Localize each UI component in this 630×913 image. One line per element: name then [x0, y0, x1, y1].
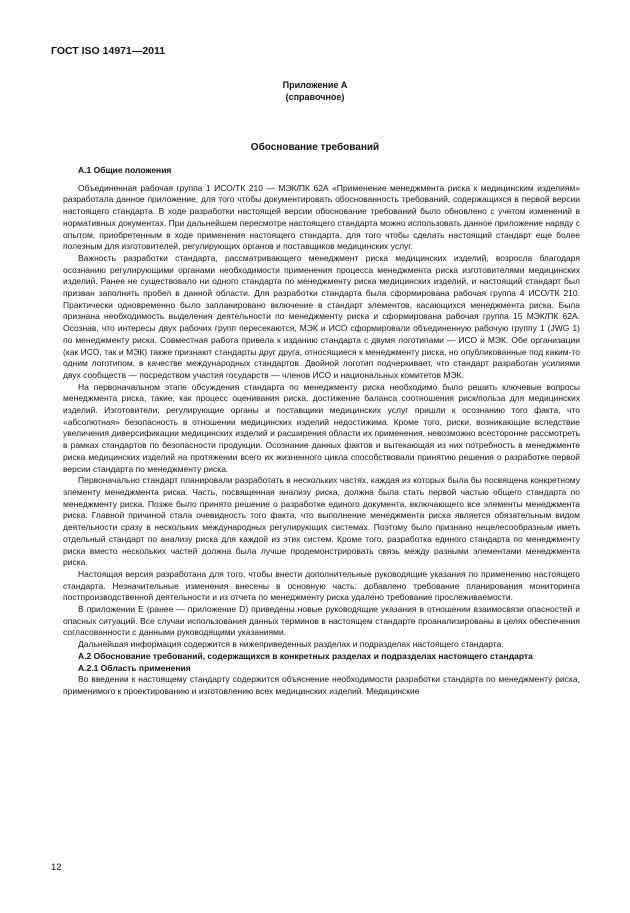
paragraph: Важность разработки стандарта, рассматривающего менеджмент риска медицинских изделий, возросла благодаря осознанию регулирующими органами необходимости применения процесса менеджмента риска изготовителями медицинских изделий. Ранее не существовало ни одного стандарта по менеджменту риска медицинских изделий, и настоящий стандарт был призван заполнить пробел в данной области. Для разработки стандарта была сформирована рабочая группа 4 ИСО/ТК 210. Практически одновременно было запланировано включение в стандарт элементов, касающихся менеджмента риска. Была признана необходимость выделения деятельности по менеджменту риска и сформирована рабочая группа 15 МЭК/ПК 62А. Осознав, что интересы двух рабочих групп пересекаются, МЭК и ИСО сформировали объединенную рабочую группу 1 (JWG 1) по менеджменту риска. Совместная работа привела к изданию стандарта с двумя логотипами — ИСО и МЭК. Обе организации (как ИСО, так и МЭК) также признают стандарты друг друга, относящиеся к менеджменту риска, но опубликованные под каким-то одним логотипом, в качестве международных стандартов. Двойной логотип подчеркивает, что стандарт разработан усилиями двух сообществ — посредством участия государств — членов ИСО и национальных комитетов МЭК. — [63, 252, 580, 380]
document-code: ГОСТ ISO 14971—2011 — [51, 45, 166, 57]
paragraph: Настоящая версия разработана для того, чтобы внести дополнительные руководящие указания по применению настоящего стандарта. Незначительные изменения внесены в основную часть: добавлено требование планирования мониторинга постпроизводственной деятельности и из отчета по менеджменту риска удалено требование прослеживаемости. — [63, 568, 580, 603]
document-body — [63, 165, 580, 698]
paragraph: На первоначальном этапе обсуждения стандарта по менеджменту риска необходимо было решить ключевые вопросы менеджмента риска, такие, как процесс оценивания риска, достижение баланса соотношения риск/польза для медицинских изделий. Изготовители, регулирующие органы и поставщики медицинских услуг пришли к осознанию того факта, что «абсолютная» безопасность в отношении медицинских изделий недостижима. Кроме того, риски, возникающие вследствие увеличения диверсификации медицинских изделий и расширения области их применения, невозможно всесторонне рассмотреть в рамках стандартов по безопасности продукции. Осознание данных фактов и вытекающая из них потребность в менеджменте риска медицинских изделий на протяжении всего их жизненного цикла способствовали принятию решения о разработке первой версии стандарта по менеджменту риска. — [63, 381, 580, 474]
section-a1-heading: А.1 Общие положения — [78, 165, 172, 175]
paragraph: Дальнейшая информация содержится в нижеприведенных разделах и подразделах настоящего стандарта. — [78, 639, 504, 650]
page-number: 12 — [51, 862, 62, 873]
section-a2-heading: А.2 Обоснование требований, содержащихся в конкретных разделах и подразделах настоящего стандарта — [78, 650, 533, 661]
annex-subtitle: (справочное) — [285, 92, 345, 102]
paragraph: В приложении Е (ранее — приложение D) приведены новые руководящие указания в отношении взаимосвязи опасностей и опасных ситуаций. Все случаи использования данных терминов в настоящем стандарте проанализированы в целях обеспечения согласованности с данными руководящими указаниями. — [63, 604, 580, 638]
paragraph: Во введении к настоящему стандарту содержится объяснение необходимости разработки стандарта по менеджменту риска, применимого к проектированию и изготовлению всех медицинских изделий. Медицинские — [63, 674, 580, 696]
section-title: Обоснование требований — [250, 142, 380, 153]
paragraph: Первоначально стандарт планировали разработать в нескольких частях, каждая из которых была бы посвящена конкретному элементу менеджмента риска. Часть, посвященная анализу риска, должна была стать первой частью общего стандарта по менеджменту риска. Позже было принято решение о разработке единого документа, включающего все элементы менеджмента риска. Главной причиной стала очевидность того факта, что выполнение менеджмента риска является обязательным видом деятельности сразу в нескольких международных регулирующих системах. Поэтому было признано нецелесообразным иметь отдельный стандарт по анализу риска для каждой из этих систем. Кроме того, разработка единого стандарта по менеджменту риска вместо нескольких частей должна была лучше продемонстрировать связь между разными элементами менеджмента риска. — [63, 475, 580, 568]
section-a21-heading: А.2.1 Область применения — [78, 662, 191, 673]
annex-heading — [0, 79, 630, 103]
paragraph: Объединенная рабочая группа 1 ИСО/ТК 210 — МЭК/ПК 62А «Применение менеджмента риска к медицинским изделиям» разработала данное приложение, для того чтобы документировать обоснованность требований, содержащихся в первой версии настоящего стандарта. В ходе разработки настоящей версии обоснование требований было обновлено с учетом изменений в нормативных документах. При дальнейшем пересмотре настоящего стандарта можно использовать данное приложение наряду с опытом, приобретенным в ходе применения настоящего стандарта, для того чтобы сделать настоящий стандарт еще более полезным для изготовителей, регулирующих органов и поставщиков медицинских услуг. — [63, 182, 580, 252]
annex-title: Приложение А — [282, 80, 348, 90]
